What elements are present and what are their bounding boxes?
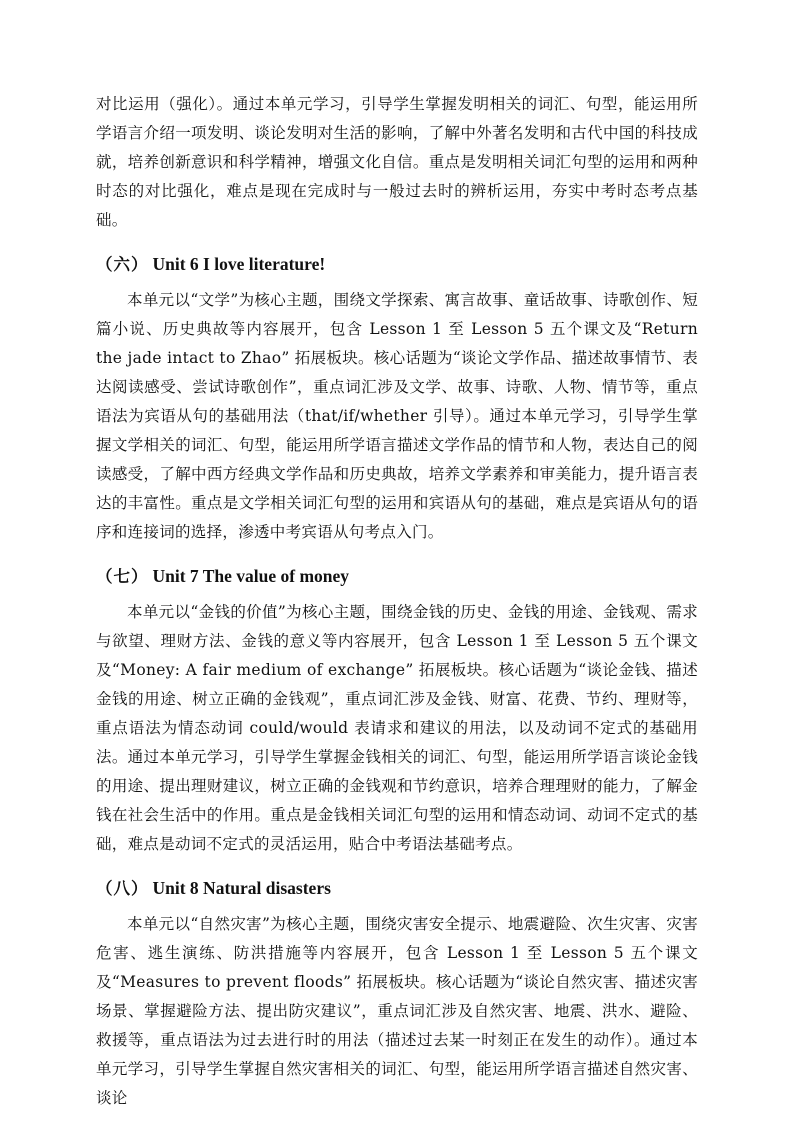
intro-paragraph: 对比运用（强化）。通过本单元学习，引导学生掌握发明相关的词汇、句型，能运用所学语言介绍一项发明、谈论发明对生活的影响，了解中外著名发明和古代中国的科技成就，培养创新意识和科学精神，增强文化自信。重点是发明相关词汇句型的运用和两种时态的对比强化，难点是现在完成时与一般过去时的辨析运用，夯实中考时态考点基础。 (96, 95, 698, 229)
section-body-unit-8: 本单元以“自然灾害”为核心主题，围绕灾害安全提示、地震避险、次生灾害、灾害危害、逃生演练、防洪措施等内容展开，包含 Lesson 1 至 Lesson 5 五个课文及“Measures to prevent floods” 拓展板块。核心话题为“谈论自然灾害、描述灾害场景、掌握避险方法、提出防灾建议”，重点词汇涉及自然灾害、地震、洪水、避险、救援等，重点语法为过去进行时的用法（描述过去某一时刻正在发生的动作）。通过本单元学习，引导学生掌握自然灾害相关的词汇、句型，能运用所学语言描述自然灾害、谈论 (96, 915, 698, 1107)
section-title: Unit 8 Natural disasters (152, 878, 331, 898)
section-title: Unit 6 I love literature! (152, 254, 326, 274)
section-body-unit-7: 本单元以“金钱的价值”为核心主题，围绕金钱的历史、金钱的用途、金钱观、需求与欲望、理财方法、金钱的意义等内容展开，包含 Lesson 1 至 Lesson 5 五个课文及“Money: A fair medium of exchange” 拓展板块。核心话题为“谈论金钱、描述金钱的用途、树立正确的金钱观”，重点词汇涉及金钱、财富、花费、节约、理财等，重点语法为情态动词 could/would 表请求和建议的用法，以及动词不定式的基础用法。通过本单元学习，引导学生掌握金钱相关的词汇、句型，能运用所学语言谈论金钱的用途、提出理财建议，树立正确的金钱观和节约意识，培养合理理财的能力，了解金钱在社会生活中的作用。重点是金钱相关词汇句型的运用和情态动词、动词不定式的基础，难点是动词不定式的灵活运用，贴合中考语法基础考点。 (96, 603, 698, 853)
section-number: （六） (96, 255, 149, 274)
section-title: Unit 7 The value of money (152, 566, 350, 586)
section-body-unit-6: 本单元以“文学”为核心主题，围绕文学探索、寓言故事、童话故事、诗歌创作、短篇小说、历史典故等内容展开，包含 Lesson 1 至 Lesson 5 五个课文及“Return the jade intact to Zhao” 拓展板块。核心话题为“谈论文学作品、描述故事情节、表达阅读感受、尝试诗歌创作”，重点词汇涉及文学、故事、诗歌、人物、情节等，重点语法为宾语从句的基础用法（that/if/whether 引导）。通过本单元学习，引导学生掌握文学相关的词汇、句型，能运用所学语言描述文学作品的情节和人物，表达自己的阅读感受，了解中西方经典文学作品和历史典故，培养文学素养和审美能力，提升语言表达的丰富性。重点是文学相关词汇句型的运用和宾语从句的基础，难点是宾语从句的语序和连接词的选择，渗透中考宾语从句考点入门。 (96, 291, 699, 541)
section-number: （七） (96, 567, 149, 586)
section-heading-unit-8 (96, 873, 698, 904)
section-heading-unit-7 (96, 561, 698, 592)
section-heading-unit-6 (96, 249, 698, 280)
section-number: （八） (96, 879, 149, 898)
